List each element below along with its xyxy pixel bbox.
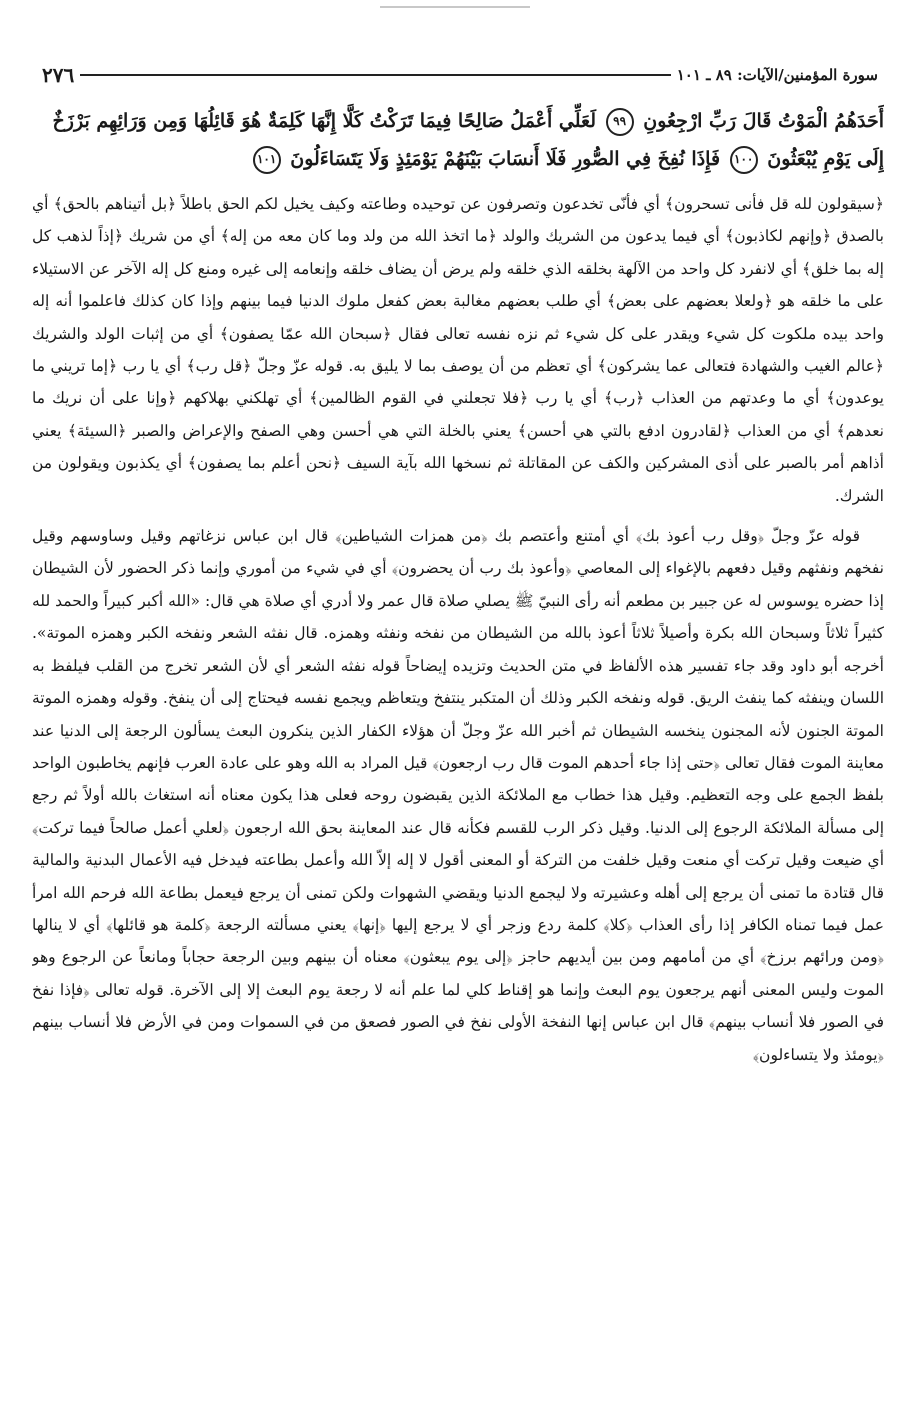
page-header (32, 58, 884, 92)
verse-line-2 (32, 140, 884, 178)
ayah-number-marker: ١٠١ (253, 146, 281, 174)
verse-line-1 (32, 102, 884, 140)
verse-text-99: أَحَدَهُمُ الْمَوْتُ قَالَ رَبِّ ارْجِعُونِ (643, 110, 884, 132)
verse-text-100: لَعَلِّي أَعْمَلُ صَالِحًا فِيمَا تَرَكْتُ كَلَّا إِنَّهَا كَلِمَةٌ هُوَ قَائِلُهَا وَمِن وَرَائِهِم بَرْزَخٌ (52, 110, 596, 132)
surah-title: سورة المؤمنين/الآيات: ٨٩ ـ ١٠١ (676, 66, 878, 84)
header-rule (80, 74, 670, 76)
quran-verses (32, 102, 884, 178)
verse-text-100-end: إِلَى يَوْمِ يُبْعَثُونَ (767, 148, 884, 170)
commentary-paragraph-2: قوله عزّ وجلّ ﴿وقل رب أعوذ بك﴾ أي أمتنع وأعتصم بك ﴿من همزات الشياطين﴾ قال ابن عباس نزغاتهم وقيل وساوسهم وقيل نفخهم ونفثهم وقيل دفعهم بالإغواء إلى المعاصي ﴿وأعوذ بك رب أن يحضرون﴾ أي في شيء من أموري وإنما ذكر الحضور لأن الشيطان إذا حضره يوسوس له عن جبير بن مطعم أنه رأى النبيّ ﷺ يصلي صلاة قال عمر ولا أدري أي صلاة هي قال: «الله أكبر كبيراً والحمد لله كثيراً ثلاثاً وسبحان الله بكرة وأصيلاً ثلاثاً أعوذ بالله من الشيطان من نفخه ونفثه وهمزه. قال نفثه الشعر ونفخه الكبر وهمزه الموتة». أخرجه أبو داود وقد جاء تفسير هذه الألفاظ في متن الحديث وتزيده إيضاحاً قوله نفثه الشعر أي لأن الشعر تخرج من القلب فيلفظ به اللسان وينفثه كما ينفث الريق. قوله ونفخه الكبر وذلك أن المتكبر ينتفخ ويتعاظم ويجمع نفسه فيحتاج إلى أن ينفخ. وقوله وهمزه الموتة الموتة الجنون لأنه المجنون ينخسه الشيطان ثم أخبر الله عزّ وجلّ أن هؤلاء الكفار الذين ينكرون البعث يسألون الرجعة إلى الدنيا عند معاينة الموت فقال تعالى ﴿حتى إذا جاء أحدهم الموت قال رب ارجعون﴾ قيل المراد به الله وهو على عادة العرب فإنهم يخاطبون الواحد بلفظ الجمع على وجه التعظيم. وقيل هذا خطاب مع الملائكة الذين يقبضون روحه فعلى هذا يكون معناه أنه استغاث بالله أولاً ثم رجع إلى مسألة الملائكة الرجوع إلى الدنيا. وقيل ذكر الرب للقسم فكأنه قال عند المعاينة بحق الله ارجعون ﴿لعلي أعمل صالحاً فيما تركت﴾ أي ضيعت وقيل تركت أي منعت وقيل خلفت من التركة أو المعنى أقول لا إله إلاّ الله وأعمل بطاعته فيدخل فيه الأعمال البدنية والمالية قال قتادة ما تمنى أن يرجع إلى أهله وعشيرته ولا ليجمع الدنيا ويقضي الشهوات ولكن تمنى أن يرجع فيعمل بطاعة الله فرحم الله امرأ عمل فيما تمناه الكافر إذا رأى العذاب ﴿كلا﴾ كلمة ردع وزجر أي لا يرجع إليها ﴿إنها﴾ يعني مسألته الرجعة ﴿كلمة هو قائلها﴾ أي لا ينالها ﴿ومن ورائهم برزخ﴾ أي من أمامهم ومن بين أيديهم حاجز ﴿إلى يوم يبعثون﴾ معناه أن بينهم وبين الرجعة حجاباً ومانعاً عن الرجوع وهو الموت وليس المعنى أنهم يرجعون يوم البعث وإنما هو إقناط كلي لما علم أنه لا رجعة يوم البعث إلا إلى الآخرة. قوله تعالى ﴿فإذا نفخ في الصور فلا أنساب بينهم﴾ قال ابن عباس إنها النفخة الأولى نفخ في الصور فصعق من في السموات ومن في الأرض فلا أنساب بينهم ﴿يومئذ ولا يتساءلون﴾ (32, 527, 884, 1064)
ayah-number-marker: ٩٩ (606, 108, 634, 136)
scan-top-mark (380, 6, 530, 8)
verse-text-101: فَإِذَا نُفِخَ فِي الصُّورِ فَلَا أَنسَابَ بَيْنَهُمْ يَوْمَئِذٍ وَلَا يَتَسَاءَلُونَ (290, 148, 721, 170)
book-page (32, 58, 884, 1388)
tafsir-commentary (32, 188, 884, 1071)
ayah-number-marker: ١٠٠ (730, 146, 758, 174)
page-number: ٢٧٦ (42, 63, 75, 87)
commentary-paragraph-1: ﴿سيقولون لله قل فأنى تسحرون﴾ أي فأنّى تخدعون وتصرفون عن توحيده وطاعته وكيف يخيل لكم الحق باطلاً ﴿بل أتيناهم بالحق﴾ أي بالصدق ﴿وإنهم لكاذبون﴾ أي فيما يدعون من الشريك والولد ﴿ما اتخذ الله من ولد وما كان معه من إله﴾ أي من شريك ﴿إذاً لذهب كل إله بما خلق﴾ أي لانفرد كل واحد من الآلهة بخلقه الذي خلقه ولم يرض أن يضاف خلقه وإنعامه إلى غيره ومنع كل إله الآخر عن الاستيلاء على ما خلقه هو ﴿ولعلا بعضهم على بعض﴾ أي طلب بعضهم مغالبة بعض كفعل ملوك الدنيا فيما بينهم وإذا كان كذلك فاعلموا أنه إله واحد بيده ملكوت كل شيء ويقدر على كل شيء ثم نزه نفسه تعالى فقال ﴿سبحان الله عمّا يصفون﴾ أي من إثبات الولد والشريك ﴿عالم الغيب والشهادة فتعالى عما يشركون﴾ أي تعظم من أن يوصف بما لا يليق به. قوله عزّ وجلّ ﴿قل رب﴾ أي يا رب ﴿إما تريني ما يوعدون﴾ أي ما وعدتهم من العذاب ﴿رب﴾ أي يا رب ﴿فلا تجعلني في القوم الظالمين﴾ أي تهلكني بهلاكهم ﴿وإنا على أن نريك ما نعدهم﴾ أي من العذاب ﴿لقادرون ادفع بالتي هي أحسن﴾ يعني بالخلة التي هي أحسن وهي الصفح والإعراض والصبر ﴿السيئة﴾ يعني أذاهم أمر بالصبر على أذى المشركين والكف عن المقاتلة ثم نسخها الله بآية السيف ﴿نحن أعلم بما يصفون﴾ أي يكذبون ويقولون من الشرك. (32, 195, 884, 505)
